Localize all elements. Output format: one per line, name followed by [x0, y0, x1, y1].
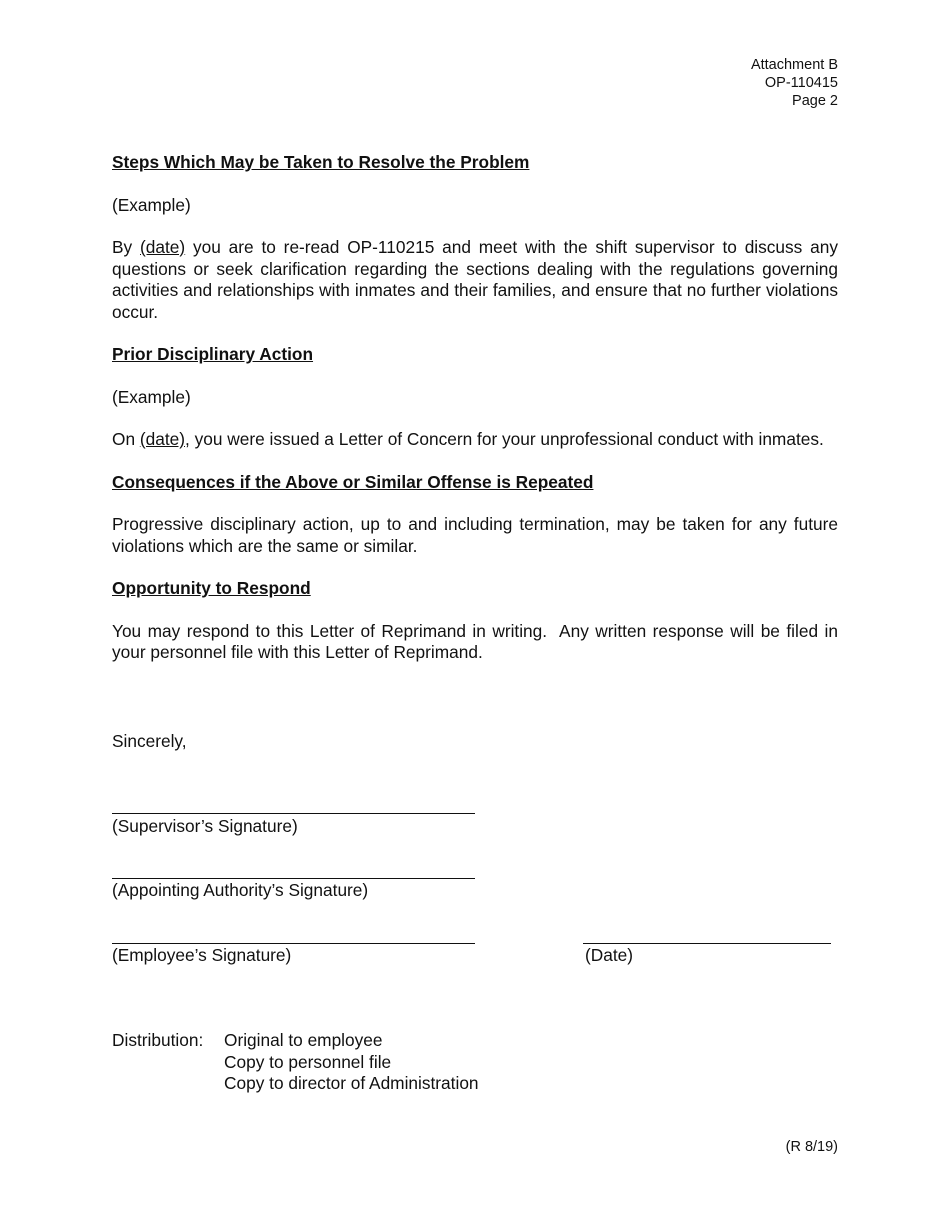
steps-body-prefix: By: [112, 237, 140, 257]
closing: Sincerely,: [112, 731, 187, 751]
prior-heading: Prior Disciplinary Action: [112, 344, 314, 364]
steps-body: [112, 237, 838, 323]
policy-number: OP-110415: [764, 75, 838, 91]
prior-body: [112, 429, 838, 451]
date-line: [583, 943, 831, 944]
appointing-signature-line: [112, 878, 475, 879]
employee-signature-line: [112, 943, 475, 944]
steps-heading: Steps Which May be Taken to Resolve the Problem: [112, 152, 530, 172]
attachment-header: [751, 56, 838, 110]
steps-example: (Example): [112, 194, 191, 215]
distribution-list: [224, 1030, 479, 1095]
attachment-label: Attachment B: [750, 57, 838, 73]
respond-heading: Opportunity to Respond: [112, 578, 311, 598]
prior-example: (Example): [112, 386, 191, 407]
steps-body-rest: you are to re-read OP-110215 and meet with the shift supervisor to discuss any questions or seek clarification regarding the sections dealing with the regulations governing activities and relationships with inmates and their families, and ensure that no further violations occur.: [112, 237, 839, 322]
supervisor-signature-line: [112, 813, 475, 814]
consequences-heading: Consequences if the Above or Similar Offense is Repeated: [112, 471, 594, 492]
appointing-signature-label: (Appointing Authority’s Signature): [112, 880, 369, 900]
revision-code: (R 8/19): [785, 1139, 838, 1155]
page-number: Page 2: [792, 93, 838, 109]
supervisor-signature-label: (Supervisor’s Signature): [112, 816, 298, 836]
employee-signature-label: (Employee’s Signature): [112, 945, 292, 965]
letter-body: [112, 152, 843, 664]
date-label: (Date): [585, 945, 634, 965]
consequences-body: Progressive disciplinary action, up to and including termination, may be taken for any future violations which are the same or similar.: [112, 514, 838, 556]
distribution-label: Distribution:: [112, 1030, 204, 1050]
distribution-item: Copy to personnel file: [224, 1051, 392, 1072]
prior-body-prefix: On: [112, 429, 140, 449]
distribution-item: Copy to director of Administration: [224, 1073, 479, 1093]
prior-date-placeholder: (date): [139, 429, 186, 449]
steps-date-placeholder: (date): [140, 237, 186, 257]
respond-body: You may respond to this Letter of Reprimand in writing. Any written response will be filed in your personnel file with this Letter of Reprimand.: [112, 620, 843, 662]
prior-body-rest: , you were issued a Letter of Concern for your unprofessional conduct with inmates.: [185, 429, 824, 449]
distribution-item: Original to employee: [224, 1030, 383, 1050]
